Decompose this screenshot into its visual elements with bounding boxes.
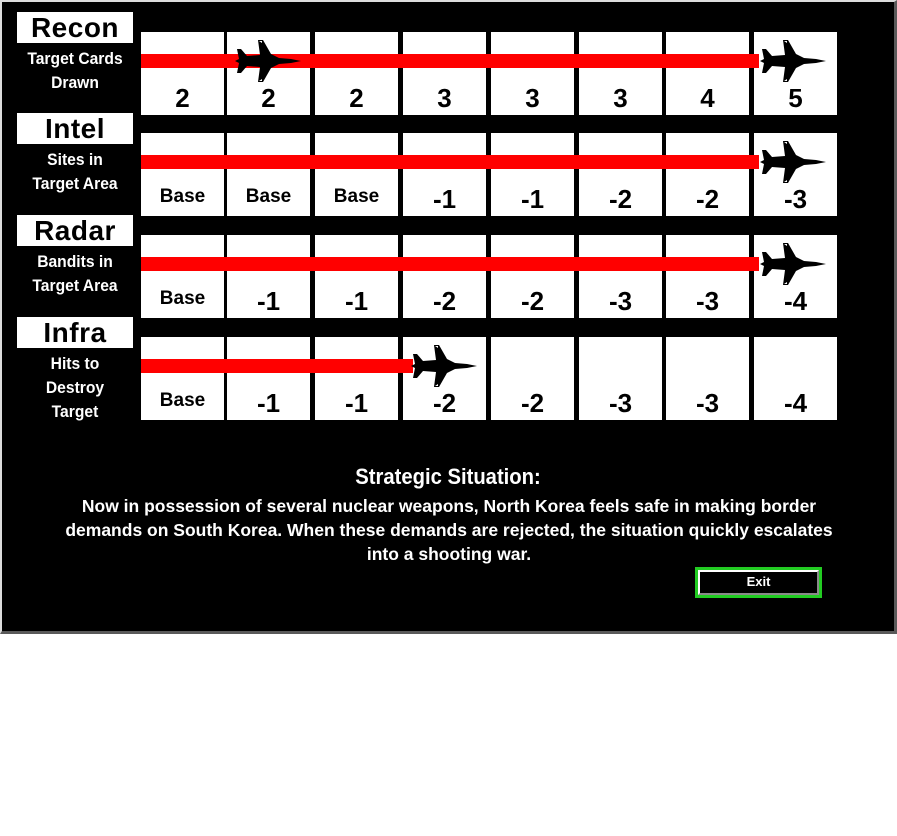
row-intel: [2, 106, 894, 214]
row-label-radar: Radar: [17, 215, 133, 246]
sublabel-line: Drawn: [51, 73, 99, 92]
sublabel-line: Target: [51, 402, 99, 421]
fighter-jet-icon: [760, 37, 828, 85]
track-cell: [666, 235, 749, 318]
track-cell-value: -1: [344, 388, 369, 418]
track-cell-value: 2: [175, 83, 190, 113]
track-cell-value: Base: [159, 288, 206, 309]
track-cell-value: 3: [525, 83, 540, 113]
sublabel-line: Target Area: [32, 276, 118, 295]
track-cell-value: -3: [695, 286, 720, 316]
track-cell-value: 3: [437, 83, 452, 113]
row-label-recon: Recon: [17, 12, 133, 43]
row-recon: [2, 5, 894, 113]
track-cell-value: -2: [608, 184, 633, 214]
track-cell: [754, 337, 837, 420]
track-cell: [666, 133, 749, 216]
track-cell: [491, 133, 574, 216]
fighter-jet-icon: [235, 37, 303, 85]
board: [2, 2, 894, 631]
sublabel-line: Hits to: [50, 354, 100, 373]
track-cell: [579, 133, 662, 216]
track-cell-value: -2: [520, 286, 545, 316]
track-cell-value: -1: [432, 184, 457, 214]
row-infra: [2, 310, 894, 421]
track-cell: [403, 235, 486, 318]
row-sublabel-recon: [15, 47, 135, 95]
track-cell-value: 4: [700, 83, 715, 113]
track-cell-value: -1: [344, 286, 369, 316]
track-cell: [315, 133, 398, 216]
track-cell: [491, 235, 574, 318]
track-cell: [141, 133, 224, 216]
fighter-jet-icon: [760, 138, 828, 186]
track-cell-value: -1: [256, 388, 281, 418]
track-cell-value: -1: [520, 184, 545, 214]
track-cell: [141, 32, 224, 115]
track-cell: [141, 337, 224, 420]
track-cell-value: -2: [432, 286, 457, 316]
row-radar: [2, 208, 894, 316]
track-cell-value: -3: [608, 388, 633, 418]
row-sublabel-infra: [15, 352, 135, 424]
progress-track-infra: [141, 359, 413, 373]
track-cell-value: -3: [695, 388, 720, 418]
progress-track-intel: [141, 155, 759, 169]
sublabel-line: Target Area: [32, 174, 118, 193]
track-cell-value: Base: [159, 186, 206, 207]
track-cell: [579, 32, 662, 115]
track-cell: [403, 32, 486, 115]
progress-track-radar: [141, 257, 759, 271]
track-cell: [666, 337, 749, 420]
exit-button[interactable]: [695, 567, 822, 598]
sublabel-line: Bandits in: [37, 252, 113, 271]
track-cell: [227, 133, 310, 216]
track-cell-value: -2: [695, 184, 720, 214]
track-cell: [491, 32, 574, 115]
strategic-situation-title: Strategic Situation:: [355, 464, 541, 489]
sublabel-line: Sites in: [47, 150, 103, 169]
sublabel-line: Destroy: [45, 378, 105, 397]
track-cell: [579, 235, 662, 318]
track-cell-value: Base: [245, 186, 292, 207]
track-cell-value: -3: [608, 286, 633, 316]
track-cell-value: Base: [159, 390, 206, 411]
track-cell-value: -2: [432, 388, 457, 418]
row-label-intel: Intel: [17, 113, 133, 144]
fighter-jet-icon: [411, 342, 479, 390]
track-cell-value: -2: [520, 388, 545, 418]
track-cell-value: 3: [613, 83, 628, 113]
track-cell: [403, 133, 486, 216]
row-label-infra: Infra: [17, 317, 133, 348]
track-cell: [666, 32, 749, 115]
track-cell-value: -1: [256, 286, 281, 316]
track-cell: [579, 337, 662, 420]
track-cell-value: 2: [261, 83, 276, 113]
exit-button-label: Exit: [698, 570, 819, 595]
fighter-jet-icon: [760, 240, 828, 288]
track-cell: [315, 337, 398, 420]
track-cell-value: -3: [783, 184, 808, 214]
track-cell-value: -4: [783, 388, 808, 418]
track-cell-value: 5: [788, 83, 803, 113]
track-cell: [315, 32, 398, 115]
progress-track-recon: [141, 54, 759, 68]
strategic-situation-text: Now in possession of several nuclear weapons, North Korea feels safe in making border demands on South Korea. When these demands are rejected, the situation quickly escalates into a shooting war.: [65, 496, 833, 564]
track-cell: [315, 235, 398, 318]
track-cell: [227, 337, 310, 420]
track-cell: [227, 235, 310, 318]
row-sublabel-intel: [15, 148, 135, 196]
row-sublabel-radar: [15, 250, 135, 298]
track-cell: [491, 337, 574, 420]
track-cell: [141, 235, 224, 318]
track-cell-value: 2: [349, 83, 364, 113]
track-cell-value: Base: [333, 186, 380, 207]
track-cell-value: -4: [783, 286, 808, 316]
sublabel-line: Target Cards: [27, 49, 123, 68]
